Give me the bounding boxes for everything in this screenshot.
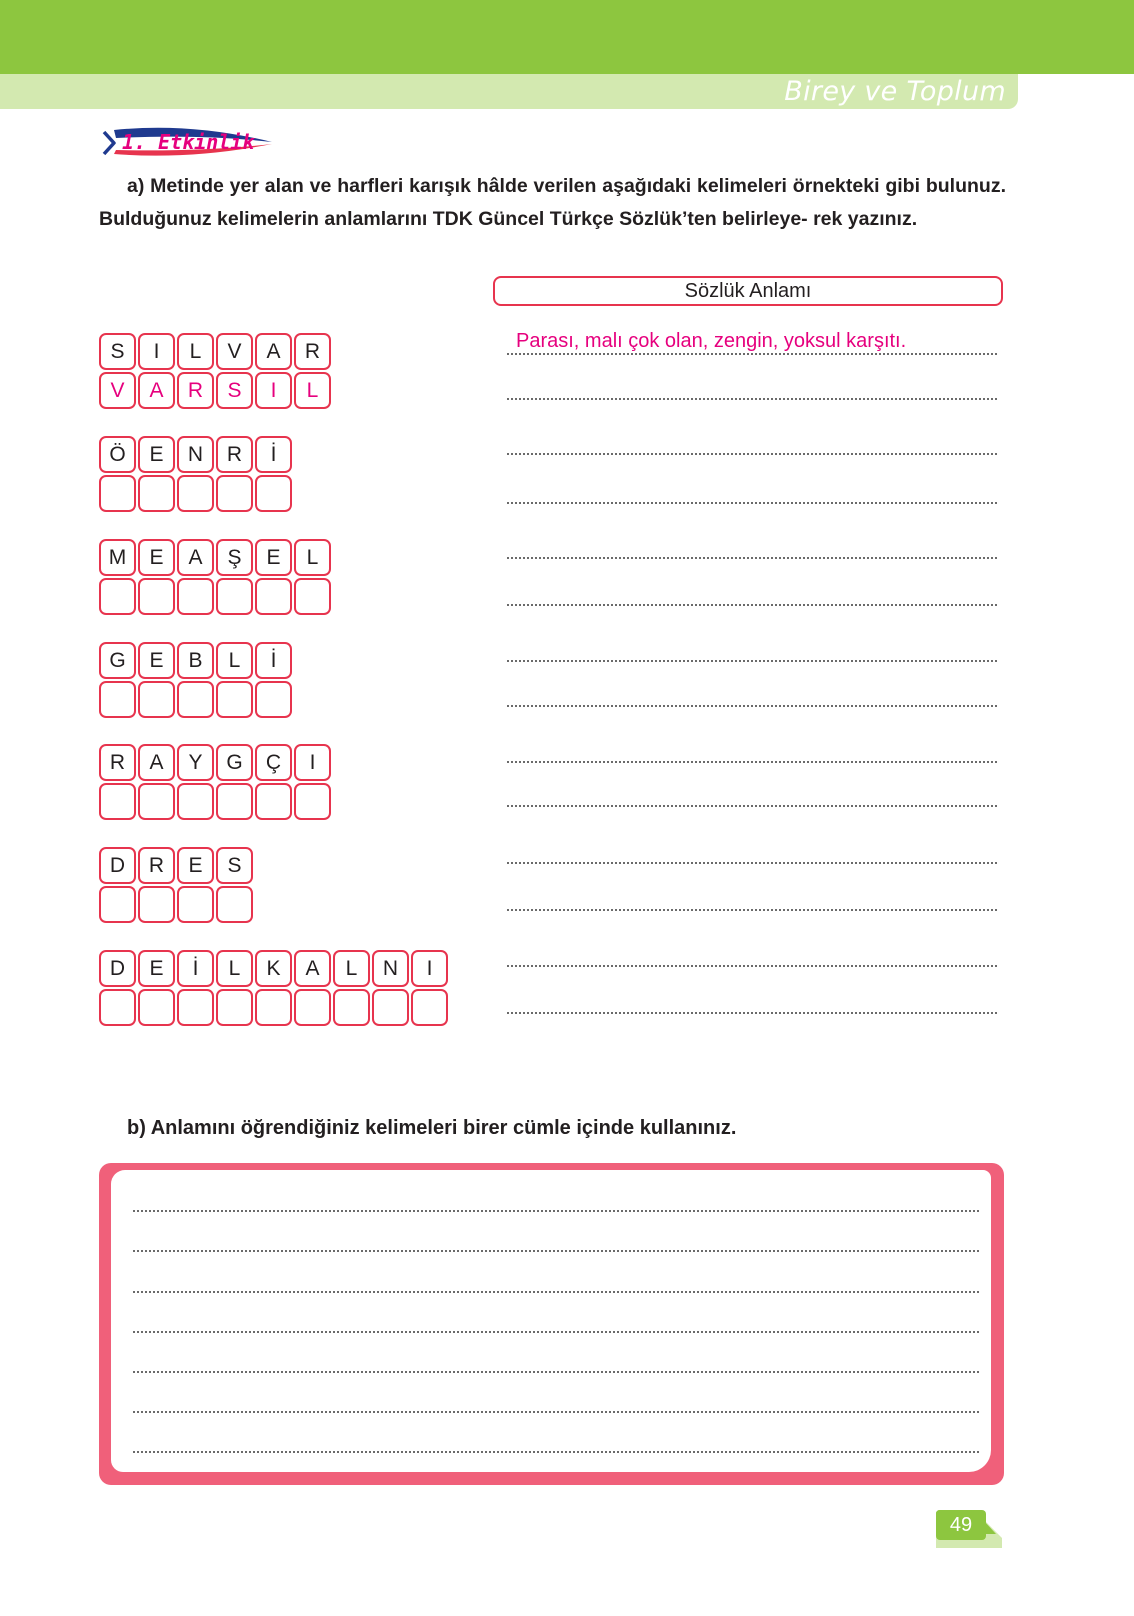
answer-cell[interactable]	[177, 475, 214, 512]
letter-cell: K	[255, 950, 292, 987]
sentence-line[interactable]	[132, 1451, 979, 1453]
answer-row-6	[99, 886, 255, 923]
letter-cell: B	[177, 642, 214, 679]
sentence-line[interactable]	[132, 1371, 979, 1373]
answer-row-7	[99, 989, 450, 1026]
sentence-line[interactable]	[132, 1331, 979, 1333]
answer-cell: R	[177, 372, 214, 409]
activity-badge	[100, 124, 280, 164]
meaning-line[interactable]	[506, 660, 999, 662]
answer-row-2	[99, 475, 294, 512]
letter-cell: L	[294, 539, 331, 576]
answer-cell[interactable]	[177, 681, 214, 718]
answer-cell[interactable]	[177, 783, 214, 820]
letter-cell: L	[333, 950, 370, 987]
letter-cell: D	[99, 950, 136, 987]
meaning-line[interactable]	[506, 398, 999, 400]
letter-cell: İ	[255, 642, 292, 679]
answer-cell[interactable]	[99, 886, 136, 923]
answer-cell[interactable]	[255, 681, 292, 718]
letter-cell: L	[177, 333, 214, 370]
letter-cell: V	[216, 333, 253, 370]
answer-cell[interactable]	[255, 578, 292, 615]
sentence-line[interactable]	[132, 1250, 979, 1252]
letter-cell: L	[216, 950, 253, 987]
meaning-line[interactable]	[506, 705, 999, 707]
sentence-writing-area	[111, 1170, 991, 1472]
letter-cell: I	[138, 333, 175, 370]
instruction-a: a) Metinde yer alan ve harfleri karışık hâlde verilen aşağıdaki kelimeleri örnekteki gibi bulunuz. Bulduğunuz kelimelerin anlamlarını TDK Güncel Türkçe Sözlük’ten belirleye- rek yazınız.	[99, 175, 1006, 230]
scrambled-row-6	[99, 847, 255, 884]
answer-cell[interactable]	[138, 475, 175, 512]
page-number-badge	[936, 1510, 1006, 1550]
answer-row-3	[99, 578, 333, 615]
letter-cell: R	[138, 847, 175, 884]
answer-cell[interactable]	[294, 989, 331, 1026]
answer-cell[interactable]	[177, 578, 214, 615]
letter-cell: G	[99, 642, 136, 679]
letter-cell: A	[294, 950, 331, 987]
answer-cell[interactable]	[138, 989, 175, 1026]
meaning-line[interactable]	[506, 502, 999, 504]
answer-cell[interactable]	[333, 989, 370, 1026]
meaning-line[interactable]	[506, 604, 999, 606]
answer-row-1	[99, 372, 333, 409]
answer-cell: A	[138, 372, 175, 409]
answer-cell: L	[294, 372, 331, 409]
answer-cell[interactable]	[255, 989, 292, 1026]
meaning-line[interactable]	[506, 453, 999, 455]
letter-cell: E	[138, 436, 175, 473]
answer-cell[interactable]	[99, 475, 136, 512]
letter-cell: N	[372, 950, 409, 987]
letter-cell: E	[255, 539, 292, 576]
letter-cell: R	[99, 744, 136, 781]
scrambled-row-2	[99, 436, 294, 473]
letter-cell: E	[177, 847, 214, 884]
answer-cell[interactable]	[99, 989, 136, 1026]
answer-cell[interactable]	[411, 989, 448, 1026]
letter-cell: I	[411, 950, 448, 987]
answer-cell[interactable]	[138, 783, 175, 820]
scrambled-row-3	[99, 539, 333, 576]
answer-cell[interactable]	[177, 989, 214, 1026]
page-number: 49	[949, 1514, 973, 1536]
section-title: Birey ve Toplum	[784, 76, 1006, 107]
letter-cell: A	[177, 539, 214, 576]
answer-cell: S	[216, 372, 253, 409]
letter-cell: İ	[177, 950, 214, 987]
answer-cell[interactable]	[294, 578, 331, 615]
answer-cell[interactable]	[138, 681, 175, 718]
letter-cell: A	[138, 744, 175, 781]
answer-cell[interactable]	[294, 783, 331, 820]
top-header-band	[0, 0, 1134, 74]
letter-cell: R	[216, 436, 253, 473]
letter-cell: I	[294, 744, 331, 781]
letter-cell: M	[99, 539, 136, 576]
answer-cell[interactable]	[138, 578, 175, 615]
letter-cell: Ş	[216, 539, 253, 576]
meaning-line[interactable]	[506, 557, 999, 559]
answer-cell[interactable]	[216, 989, 253, 1026]
letter-cell: E	[138, 539, 175, 576]
letter-cell: A	[255, 333, 292, 370]
scrambled-row-7	[99, 950, 450, 987]
letter-cell: İ	[255, 436, 292, 473]
answer-cell[interactable]	[99, 783, 136, 820]
answer-cell[interactable]	[177, 886, 214, 923]
example-meaning: Parası, malı çok olan, zengin, yoksul karşıtı.	[516, 330, 907, 352]
letter-cell: Ç	[255, 744, 292, 781]
answer-cell[interactable]	[138, 886, 175, 923]
letter-cell: L	[216, 642, 253, 679]
answer-row-4	[99, 681, 294, 718]
letter-cell: R	[294, 333, 331, 370]
scrambled-row-1	[99, 333, 333, 370]
answer-cell[interactable]	[255, 783, 292, 820]
letter-cell: E	[138, 950, 175, 987]
answer-cell[interactable]	[216, 578, 253, 615]
sentence-line[interactable]	[132, 1210, 979, 1212]
answer-cell[interactable]	[99, 681, 136, 718]
activity-label: 1. Etkinlik	[122, 130, 255, 154]
meaning-line[interactable]	[506, 1012, 999, 1014]
meaning-line[interactable]	[506, 965, 999, 967]
meaning-line[interactable]	[506, 909, 999, 911]
letter-cell: N	[177, 436, 214, 473]
meaning-line[interactable]	[506, 805, 999, 807]
meaning-line[interactable]	[506, 761, 999, 763]
answer-cell[interactable]	[216, 681, 253, 718]
answer-cell[interactable]	[216, 783, 253, 820]
answer-cell[interactable]	[216, 886, 253, 923]
sentence-line[interactable]	[132, 1291, 979, 1293]
letter-cell: S	[216, 847, 253, 884]
letter-cell: S	[99, 333, 136, 370]
answer-cell[interactable]	[216, 475, 253, 512]
answer-row-5	[99, 783, 333, 820]
answer-cell[interactable]	[372, 989, 409, 1026]
meaning-line[interactable]	[506, 862, 999, 864]
answer-cell: I	[255, 372, 292, 409]
letter-cell: Y	[177, 744, 214, 781]
answer-cell[interactable]	[255, 475, 292, 512]
letter-cell: D	[99, 847, 136, 884]
instruction-b: b) Anlamını öğrendiğiniz kelimeleri birer cümle içinde kullanınız.	[127, 1117, 737, 1139]
meaning-line[interactable]	[506, 353, 999, 355]
sentence-line[interactable]	[132, 1411, 979, 1413]
letter-cell: Ö	[99, 436, 136, 473]
answer-cell: V	[99, 372, 136, 409]
scrambled-row-5	[99, 744, 333, 781]
dictionary-meaning-header: Sözlük Anlamı	[493, 276, 1003, 306]
scrambled-row-4	[99, 642, 294, 679]
letter-cell: E	[138, 642, 175, 679]
letter-cell: G	[216, 744, 253, 781]
answer-cell[interactable]	[99, 578, 136, 615]
